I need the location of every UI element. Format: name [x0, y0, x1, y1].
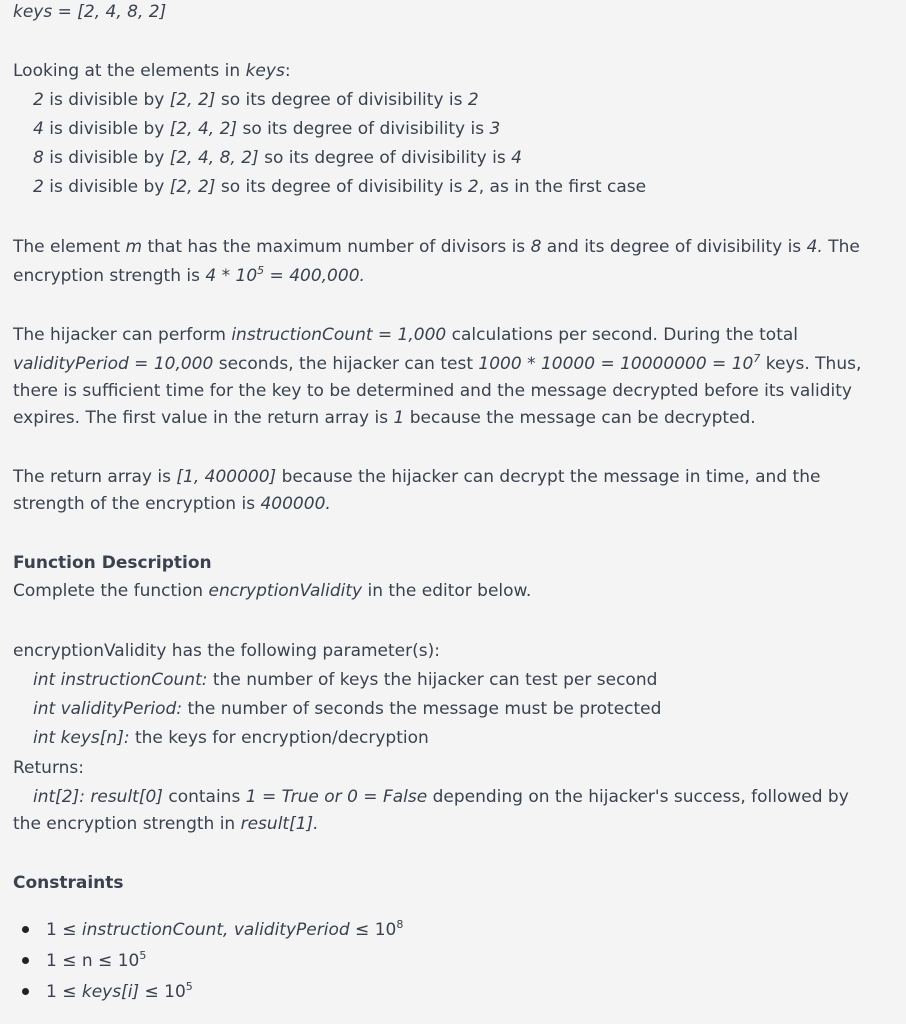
- returns-description: int[2]: result[0] contains 1 = True or 0 = False depending on the hijacker's success, followed by: [33, 787, 849, 807]
- constraints-heading: Constraints: [13, 873, 124, 893]
- bullet-icon: [22, 957, 29, 964]
- case-line: 8 is divisible by [2, 4, 8, 2] so its degree of divisibility is 4: [33, 148, 522, 168]
- keys-example: keys = [2, 4, 8, 2]: [13, 2, 167, 22]
- paragraph-max-divisors: The element m that has the maximum number of divisors is 8 and its degree of divisibility is 4. The: [13, 237, 860, 257]
- parameter-line: int keys[n]: the keys for encryption/decryption: [33, 728, 429, 748]
- bullet-icon: [22, 988, 29, 995]
- constraint-item: 1 ≤ instructionCount, validityPeriod ≤ $10^8$: [46, 918, 404, 940]
- bullet-icon: [22, 926, 29, 933]
- looking-line: Looking at the elements in keys:: [13, 61, 291, 81]
- paragraph-hijacker: there is sufficient time for the key to be determined and the message decrypted before its validity: [13, 381, 852, 401]
- paragraph-hijacker: validityPeriod = 10,000 seconds, the hijacker can test $1000 * 10000 = 10000000 = 10^7$ keys. Thus,: [13, 352, 862, 374]
- complete-function-line: Complete the function encryptionValidity in the editor below.: [13, 581, 532, 601]
- paragraph-return-array: strength of the encryption is 400000.: [13, 494, 331, 514]
- parameter-line: int instructionCount: the number of keys the hijacker can test per second: [33, 670, 658, 690]
- parameter-line: int validityPeriod: the number of seconds the message must be protected: [33, 699, 662, 719]
- paragraph-hijacker: The hijacker can perform instructionCount = 1,000 calculations per second. During the total: [13, 325, 799, 345]
- constraint-item: $1 \le n \le 10^5$: [46, 949, 147, 971]
- case-line: 2 is divisible by [2, 2] so its degree of divisibility is 2: [33, 90, 479, 110]
- case-line: 4 is divisible by [2, 4, 2] so its degree of divisibility is 3: [33, 119, 501, 139]
- paragraph-return-array: The return array is [1, 400000] because the hijacker can decrypt the message in time, and the: [13, 467, 821, 487]
- function-description-heading: Function Description: [13, 553, 212, 573]
- paragraph-max-divisors: encryption strength is $4 * 10^5 = 400,000$.: [13, 264, 365, 286]
- returns-label: Returns:: [13, 758, 84, 778]
- returns-description: the encryption strength in result[1].: [13, 814, 319, 834]
- case-line: 2 is divisible by [2, 2] so its degree of divisibility is 2, as in the first case: [33, 177, 647, 197]
- parameters-intro: encryptionValidity has the following parameter(s):: [13, 641, 440, 661]
- constraint-item: 1 ≤ keys[i] ≤ $10^5$: [46, 980, 193, 1002]
- paragraph-hijacker: expires. The first value in the return array is 1 because the message can be decrypted.: [13, 408, 756, 428]
